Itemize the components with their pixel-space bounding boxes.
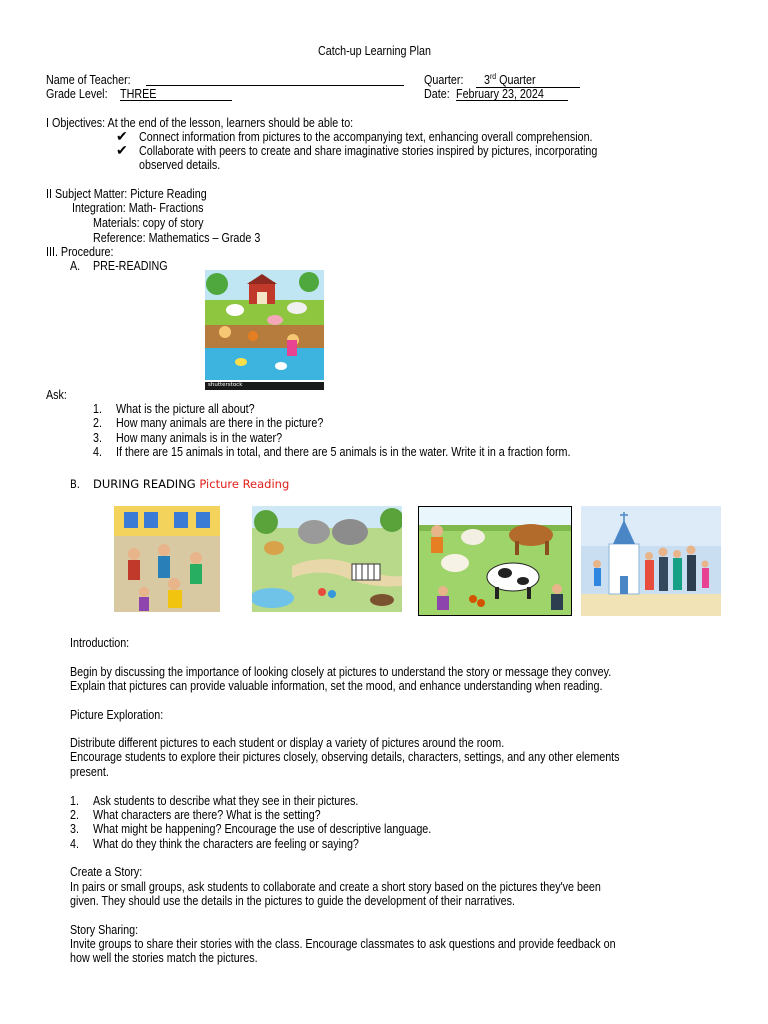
integration-line: Integration: Math- Fractions — [72, 201, 204, 215]
question-number: 3. — [93, 431, 102, 445]
checkmark-icon: ✔ — [116, 142, 128, 158]
create-story-heading: Create a Story: — [70, 865, 143, 879]
ask-label: Ask: — [46, 388, 67, 402]
question-text: How many animals are there in the picture? — [116, 416, 324, 430]
reference-line: Reference: Mathematics – Grade 3 — [93, 231, 261, 245]
step-number: 2. — [70, 808, 79, 822]
objective-item: Connect information from pictures to the accompanying text, enhancing overall comprehension. — [139, 130, 593, 144]
during-reading-heading: DURING READING Picture Reading — [93, 477, 290, 491]
watermark-text: shutterstock — [208, 382, 243, 388]
teacher-blank — [146, 85, 404, 86]
church-family-picture — [581, 506, 721, 616]
pre-reading-letter: A. — [70, 259, 81, 273]
create-story-line: In pairs or small groups, ask students to collaborate and create a short story based on the pictures they've been — [70, 880, 601, 894]
step-number: 4. — [70, 837, 79, 851]
subject-matter-heading: II Subject Matter: Picture Reading — [46, 187, 207, 201]
farm-picture — [205, 270, 324, 390]
create-story-line: given. They should use the details in the pictures to guide the development of their narratives. — [70, 894, 516, 908]
quarter-label: Quarter: — [424, 73, 464, 87]
grade-value: THREE — [120, 87, 232, 101]
step-number: 3. — [70, 822, 79, 836]
checkmark-icon: ✔ — [116, 128, 128, 144]
zoo-picture — [252, 506, 402, 612]
document-title: Catch-up Learning Plan — [318, 44, 431, 58]
grade-label: Grade Level: — [46, 87, 108, 101]
story-sharing-line: how well the stories match the pictures. — [70, 951, 258, 965]
farm-animals-picture — [418, 506, 572, 616]
picture-reading-label: Picture Reading — [199, 477, 290, 491]
introduction-line: Explain that pictures can provide valuable information, set the mood, and enhance understanding when reading. — [70, 679, 603, 693]
quarter-value: 3rd Quarter — [476, 73, 580, 88]
teacher-label: Name of Teacher: — [46, 73, 131, 87]
procedure-heading: III. Procedure: — [46, 245, 114, 259]
story-sharing-line: Invite groups to share their stories with the class. Encourage classmates to ask questions and provide feedback on — [70, 937, 616, 951]
date-value: February 23, 2024 — [456, 87, 568, 101]
step-text: What characters are there? What is the setting? — [93, 808, 321, 822]
objective-item-continued: observed details. — [139, 158, 221, 172]
story-sharing-heading: Story Sharing: — [70, 923, 139, 937]
exploration-heading: Picture Exploration: — [70, 708, 164, 722]
question-number: 2. — [93, 416, 102, 430]
step-text: What might be happening? Encourage the use of descriptive language. — [93, 822, 432, 836]
date-label: Date: — [424, 87, 450, 101]
step-number: 1. — [70, 794, 79, 808]
question-text: If there are 15 animals in total, and there are 5 animals is in the water. Write it in a fraction form. — [116, 445, 571, 459]
materials-line: Materials: copy of story — [93, 216, 204, 230]
question-text: What is the picture all about? — [116, 402, 255, 416]
playground-picture — [114, 506, 220, 612]
question-number: 4. — [93, 445, 102, 459]
objective-item: Collaborate with peers to create and share imaginative stories inspired by pictures, incorporating — [139, 144, 598, 158]
question-number: 1. — [93, 402, 102, 416]
introduction-line: Begin by discussing the importance of looking closely at pictures to understand the story or message they convey. — [70, 665, 612, 679]
pre-reading-label: PRE-READING — [93, 259, 168, 273]
during-reading-letter: B. — [70, 477, 80, 491]
objectives-heading: I Objectives: At the end of the lesson, learners should be able to: — [46, 116, 354, 130]
question-text: How many animals is in the water? — [116, 431, 283, 445]
exploration-line: Encourage students to explore their pictures closely, observing details, characters, settings, and any other elements — [70, 750, 620, 764]
step-text: What do they think the characters are feeling or saying? — [93, 837, 359, 851]
step-text: Ask students to describe what they see in their pictures. — [93, 794, 359, 808]
introduction-heading: Introduction: — [70, 636, 130, 650]
exploration-line: present. — [70, 765, 109, 779]
exploration-line: Distribute different pictures to each student or display a variety of pictures around the room. — [70, 736, 505, 750]
